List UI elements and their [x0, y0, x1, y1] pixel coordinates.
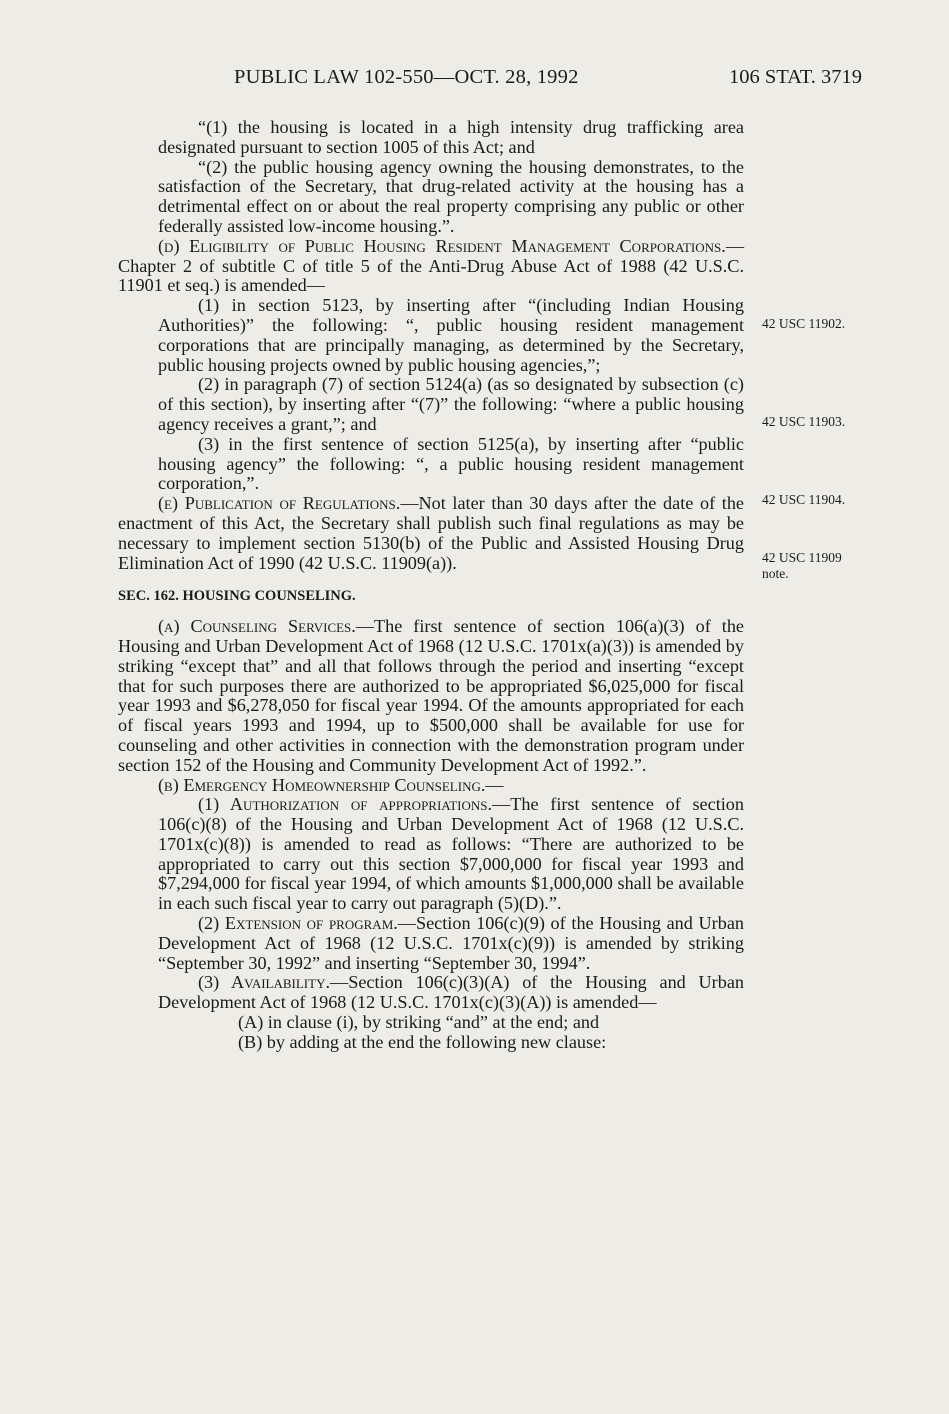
paragraph-1: “(1) the housing is located in a high intensity drug trafficking area designated pursuant to section 1005 of this Act; and	[158, 117, 744, 157]
section-heading: SEC. 162. HOUSING COUNSELING.	[118, 588, 356, 605]
subsection-d-item-3: (3) in the first sentence of section 5125(a), by inserting after “public housing agency” the following: “, a public housing resident management corporation,”.	[158, 433, 744, 494]
margin-note-11909: 42 USC 11909	[762, 550, 842, 565]
subsection-b	[118, 776, 744, 796]
subsection-b-item-1-heading: (1) Authorization of appropriations.	[198, 794, 493, 815]
subsection-b-item-2	[118, 914, 744, 973]
subsection-d-text: —Chapter 2 of subtitle C of title 5 of the Anti-Drug Abuse Act of 1988 (42 U.S.C. 11901 et seq.) is amended—	[118, 235, 744, 296]
subsection-b-text: —	[485, 774, 504, 795]
subsection-d	[118, 237, 744, 296]
margin-note-11909-note: note.	[762, 566, 789, 581]
subsection-e-heading: (e) Publication of Regulations.	[158, 493, 401, 514]
running-title: PUBLIC LAW 102-550—OCT. 28, 1992	[234, 66, 579, 88]
subsection-b-item-3-heading: (3) Availability.	[198, 972, 331, 993]
subsection-d-item-1: (1) in section 5123, by inserting after “(including Indian Housing Authorities)” the following: “, public housing resident management corporations that are principally managing, as determined by the Secretary, public housing projects owned by public housing agencies,”;	[158, 295, 744, 375]
subsection-a-heading: (a) Counseling Services.	[158, 616, 356, 637]
paragraph-2: “(2) the public housing agency owning the housing demonstrates, to the satisfaction of the Secretary, that drug-related activity at the housing has a detrimental effect on or about the real property comprising any public or other federally assisted low-income housing.”.	[158, 156, 744, 236]
subsection-b-item-2-heading: (2) Extension of program.	[198, 913, 398, 934]
subsection-a	[118, 617, 744, 775]
subsection-b-item-3	[118, 973, 744, 1013]
subsection-b-item-1	[118, 795, 744, 914]
margin-note-11903: 42 USC 11903.	[762, 414, 846, 429]
subsection-b-item-3-text: —Section 106(c)(3)(A) of the Housing and Urban Development Act of 1968 (12 U.S.C. 1701x(c)(3)(A)) is amended—	[158, 972, 744, 1013]
margin-note-11902: 42 USC 11902.	[762, 316, 846, 331]
subsection-d-heading: (d) Eligibility of Public Housing Resident Management Corporations.	[158, 235, 726, 256]
clause-a: (A) in clause (i), by striking “and” at the end; and	[238, 1012, 600, 1033]
subsection-d-item-2: (2) in paragraph (7) of section 5124(a) (as so designated by subsection (c) of this section), by inserting after “(7)” the following: “where a public housing agency receives a grant,”; and	[158, 374, 744, 434]
page-header	[0, 66, 949, 96]
margin-note-11904: 42 USC 11904.	[762, 492, 846, 507]
subsection-b-heading: (b) Emergency Homeownership Counseling.	[158, 774, 486, 795]
document-body	[118, 118, 744, 1053]
subsection-b-item-1-text: —The first sentence of section 106(c)(8) of the Housing and Urban Development Act of 1968 (12 U.S.C. 1701x(c)(8)) is amended to read as follows: “There are authorized to be appropriated to carry out this section $7,000,000 for fiscal year 1993 and $7,294,000 for fiscal year 1994, of which amounts $1,000,000 shall be available in each such fiscal year to carry out paragraph (5)(D).”.	[158, 794, 744, 914]
clause-b: (B) by adding at the end the following new clause:	[238, 1031, 607, 1052]
subsection-a-text: —The first sentence of section 106(a)(3) of the Housing and Urban Development Act of 1968 (12 U.S.C. 1701x(a)(3)) is amended by striking “except that” and all that follows through the period and inserting “except that for such purposes there are authorized to be appropriated $6,025,000 for fiscal year 1993 and $6,278,050 for fiscal year 1994. Of the amounts appropriated for each of fiscal years 1993 and 1994, up to $500,000 shall be available for use for counseling and other activities in connection with the demonstration program under section 152 of the Housing and Community Development Act of 1992.”.	[118, 616, 744, 775]
subsection-b-item-2-text: —Section 106(c)(9) of the Housing and Urban Development Act of 1968 (12 U.S.C. 1701x(c)(9)) is amended by striking “September 30, 1992” and inserting “September 30, 1994”.	[158, 913, 744, 973]
subsection-e	[118, 494, 744, 573]
statute-page-number: 106 STAT. 3719	[729, 66, 862, 88]
subsection-e-text: —Not later than 30 days after the date of the enactment of this Act, the Secretary shall publish such final regulations as may be necessary to implement section 5130(b) of the Public and Assisted Housing Drug Elimination Act of 1990 (42 U.S.C. 11909(a)).	[118, 493, 745, 573]
